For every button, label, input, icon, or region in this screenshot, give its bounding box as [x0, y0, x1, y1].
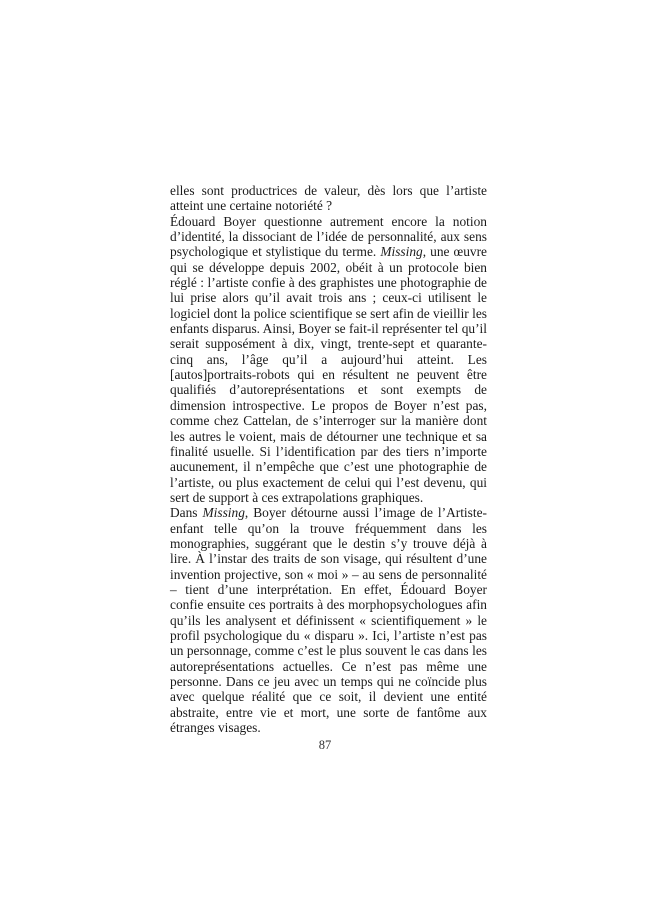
artwork-title: Missing [202, 505, 245, 521]
paragraph-2 [170, 214, 487, 506]
text-segment: , une œuvre qui se développe depuis 2002, obéit à un protocole bien réglé : l’artiste confie à des graphistes une photographie de lui prise alors qu’il avait trois ans ; ceux-ci utilisent le logiciel dont la police scientifique se sert afin de vieillir les enfants disparus. Ainsi, Boyer se fait-il représenter tel qu’il serait supposément à dix, vingt, trente-sept et quarante-cinq ans, l’âge qu’il a aujourd’hui atteint. Les [autos]portraits-robots qui en résultent ne peuvent être qualifiés d’autoreprésentations et sont exempts de dimension introspective. Le propos de Boyer n’est pas, comme chez Cattelan, de s’interroger sur la manière dont les autres le voient, mais de détourner une technique et sa finalité usuelle. Si l’identification par des tiers n’importe aucunement, il n’empêche que c’est une photographie de l’artiste, ou plus exactement de celui qui l’est devenu, qui sert de support à ces extrapolations graphiques. [170, 244, 488, 505]
text-segment: , Boyer détourne aussi l’image de l’Artiste-enfant telle qu’on la trouve fréquemment dans les monographies, suggérant que le destin s’y trouve déjà à lire. À l’instar des traits de son visage, qui résultent d’une invention projective, son « moi » – au sens de personnalité – tient d’une interprétation. En effet, Édouard Boyer confie ensuite ces portraits à des morphopsychologues afin qu’ils les analysent et définissent « scientifiquement » le profil psychologique du « disparu ». Ici, l’artiste n’est pas un personnage, comme c’est le plus souvent le cas dans les autoreprésentations actuelles. Ce n’est pas même une personne. Dans ce jeu avec un temps qui ne coïncide plus avec quelque réalité que ce soit, il devient une entité abstraite, entre vie et mort, une sorte de fantôme aux étranges visages. [170, 505, 487, 736]
page-number: 87 [318, 738, 332, 752]
paragraph-1 [170, 183, 487, 214]
paragraph-3 [170, 505, 487, 735]
text-segment: elles sont productrices de valeur, dès lors que l’artiste atteint une certaine notoriété ? [170, 183, 487, 214]
body-text [170, 183, 487, 735]
text-segment: Dans [170, 505, 203, 521]
text-segment: Édouard Boyer questionne autrement encore la notion d’identité, la dissociant de l’idée de personnalité, aux sens psychologique et stylistique du terme. [170, 213, 487, 260]
artwork-title: Missing [380, 244, 423, 260]
